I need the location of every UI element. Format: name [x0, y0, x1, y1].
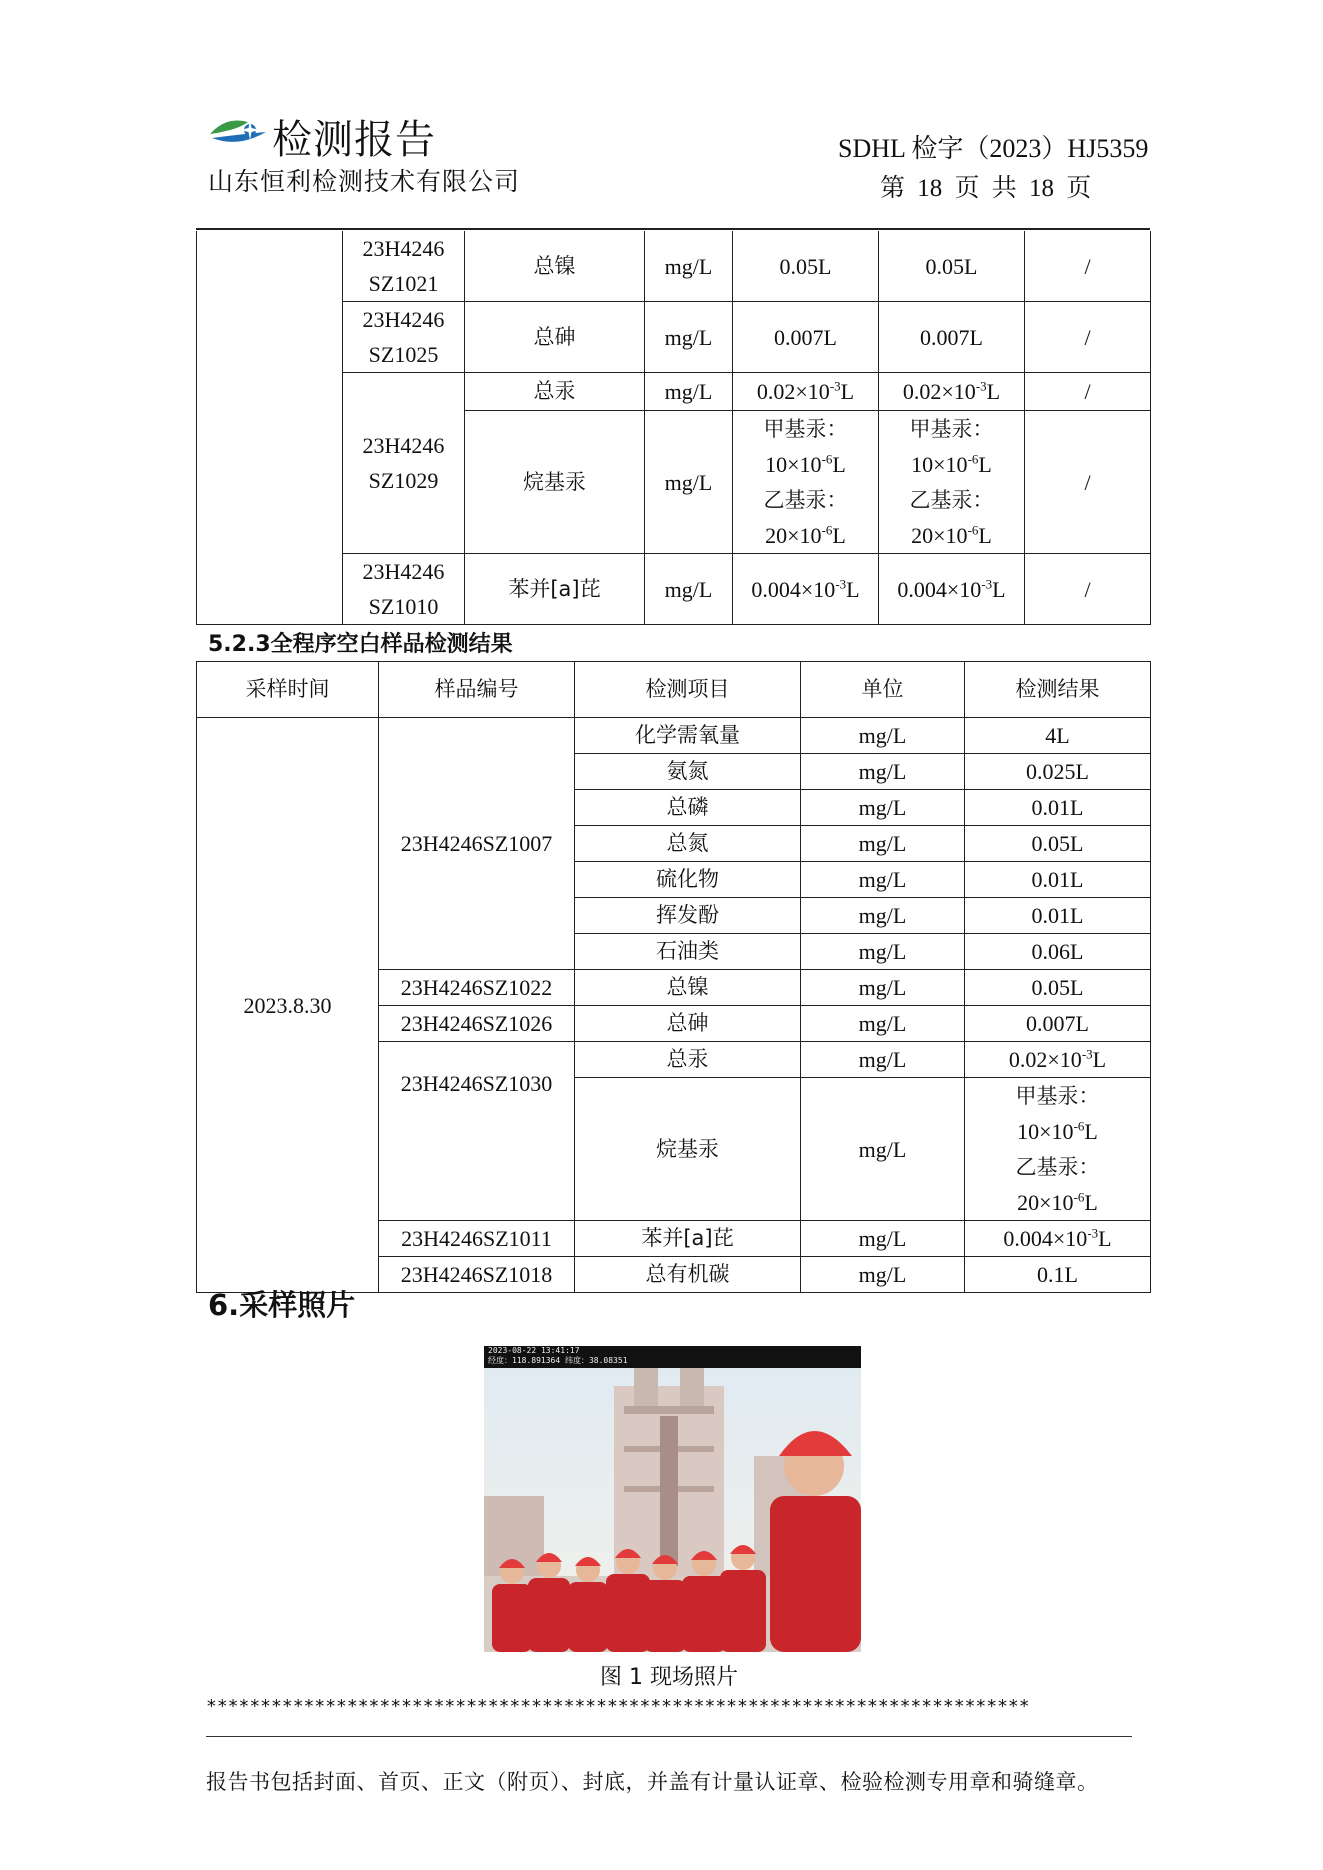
- result: 0.007L: [733, 302, 879, 373]
- photo-caption: 图 1 现场照片: [600, 1665, 738, 1690]
- unit: mg/L: [645, 554, 733, 625]
- test-item: 挥发酚: [575, 898, 801, 934]
- unit: mg/L: [801, 790, 965, 826]
- result: 甲基汞： $10\times 10^{-6}L$ 乙基汞： $20\times 10^{-6}L$: [965, 1078, 1151, 1221]
- site-photo-illustration: [484, 1346, 861, 1652]
- doc-title: 检测报告: [272, 117, 436, 163]
- footer-note: 报告书包括封面、首页、正文（附页）、封底，并盖有计量认证章、检验检测专用章和骑缝章。: [206, 1770, 1099, 1794]
- site-photo: [484, 1346, 861, 1652]
- sample-id: 23H4246 SZ1025: [343, 302, 465, 373]
- test-item: 总氮: [575, 826, 801, 862]
- result: /: [1025, 411, 1151, 554]
- result: /: [1025, 554, 1151, 625]
- result: 甲基汞： $10\times 10^{-6}L$ 乙基汞： $20\times 10^{-6}L$: [879, 411, 1025, 554]
- sample-id: 23H4246SZ1026: [379, 1006, 575, 1042]
- sampling-date: 2023.8.30: [197, 718, 379, 1293]
- test-item: 总砷: [575, 1006, 801, 1042]
- unit: mg/L: [801, 934, 965, 970]
- test-item: 苯并[a]芘: [575, 1221, 801, 1257]
- sample-id: 23H4246SZ1018: [379, 1257, 575, 1293]
- test-item: 总汞: [575, 1042, 801, 1078]
- results-table-continued: [196, 231, 1151, 625]
- result: 0.007L: [879, 302, 1025, 373]
- test-item: 烷基汞: [575, 1078, 801, 1221]
- blank-cell: [197, 231, 343, 625]
- test-item: 总有机碳: [575, 1257, 801, 1293]
- column-header: 样品编号: [379, 662, 575, 718]
- unit: mg/L: [801, 718, 965, 754]
- sample-id: 23H4246SZ1007: [379, 718, 575, 970]
- section-heading: 5.2.3全程序空白样品检测结果: [208, 632, 513, 657]
- sample-id: 23H4246 SZ1021: [343, 231, 465, 302]
- result: /: [1025, 302, 1151, 373]
- result: 0.025L: [965, 754, 1151, 790]
- result: 4L: [965, 718, 1151, 754]
- test-item: 石油类: [575, 934, 801, 970]
- result: 0.06L: [965, 934, 1151, 970]
- sample-id: 23H4246 SZ1010: [343, 554, 465, 625]
- unit: mg/L: [801, 826, 965, 862]
- column-header: 检测项目: [575, 662, 801, 718]
- unit: mg/L: [801, 970, 965, 1006]
- result: 0.1L: [965, 1257, 1151, 1293]
- unit: mg/L: [801, 1257, 965, 1293]
- table-row: [197, 718, 1151, 754]
- end-separator: ****************************************************************************: [206, 1696, 1030, 1717]
- result: 0.05L: [879, 231, 1025, 302]
- unit: mg/L: [801, 1006, 965, 1042]
- test-item: 烷基汞: [465, 411, 645, 554]
- sample-id: 23H4246 SZ1029: [343, 373, 465, 554]
- result: 0.01L: [965, 790, 1151, 826]
- table-header-row: [197, 662, 1151, 718]
- unit: mg/L: [801, 1042, 965, 1078]
- result: $0.004\times 10^{-3}L$: [965, 1221, 1151, 1257]
- result: 甲基汞： $10\times 10^{-6}L$ 乙基汞： $20\times 10^{-6}L$: [733, 411, 879, 554]
- result: $0.02\times 10^{-3}L$: [879, 373, 1025, 411]
- result: /: [1025, 373, 1151, 411]
- result: 0.05L: [965, 970, 1151, 1006]
- result: /: [1025, 231, 1151, 302]
- test-item: 总汞: [465, 373, 645, 411]
- unit: mg/L: [801, 862, 965, 898]
- unit: mg/L: [645, 231, 733, 302]
- unit: mg/L: [801, 1221, 965, 1257]
- result: 0.05L: [733, 231, 879, 302]
- table-row: [197, 231, 1151, 302]
- result: $0.004\times 10^{-3}L$: [879, 554, 1025, 625]
- unit: mg/L: [645, 373, 733, 411]
- result: 0.05L: [965, 826, 1151, 862]
- company-logo: [208, 112, 270, 152]
- sample-id: 23H4246SZ1030: [379, 1042, 575, 1221]
- unit: mg/L: [801, 898, 965, 934]
- column-header: 单位: [801, 662, 965, 718]
- result: 0.01L: [965, 898, 1151, 934]
- unit: mg/L: [801, 1078, 965, 1221]
- test-item: 总镍: [575, 970, 801, 1006]
- test-item: 化学需氧量: [575, 718, 801, 754]
- unit: mg/L: [645, 302, 733, 373]
- test-item: 氨氮: [575, 754, 801, 790]
- result: 0.007L: [965, 1006, 1151, 1042]
- test-item: 硫化物: [575, 862, 801, 898]
- test-item: 总镍: [465, 231, 645, 302]
- blank-sample-results-table: [196, 661, 1151, 1293]
- photo-timestamp: 2023-08-22 13:41:17 经度：118.891364 纬度：38.08351: [484, 1346, 861, 1368]
- test-item: 苯并[a]芘: [465, 554, 645, 625]
- company-name: 山东恒利检测技术有限公司: [208, 167, 521, 196]
- unit: mg/L: [645, 411, 733, 554]
- test-item: 总磷: [575, 790, 801, 826]
- section-heading: 6.采样照片: [208, 1288, 356, 1322]
- footer-rule: [206, 1736, 1132, 1737]
- sample-id: 23H4246SZ1022: [379, 970, 575, 1006]
- result: $0.004\times 10^{-3}L$: [733, 554, 879, 625]
- page-info: 第 18 页 共 18 页: [880, 175, 1092, 202]
- column-header: 检测结果: [965, 662, 1151, 718]
- result: $0.02\times 10^{-3}L$: [733, 373, 879, 411]
- column-header: 采样时间: [197, 662, 379, 718]
- result: 0.01L: [965, 862, 1151, 898]
- result: $0.02\times 10^{-3}L$: [965, 1042, 1151, 1078]
- report-number: SDHL 检字（2023）HJ5359: [838, 134, 1149, 163]
- header-rule: [196, 228, 1150, 230]
- unit: mg/L: [801, 754, 965, 790]
- test-item: 总砷: [465, 302, 645, 373]
- sample-id: 23H4246SZ1011: [379, 1221, 575, 1257]
